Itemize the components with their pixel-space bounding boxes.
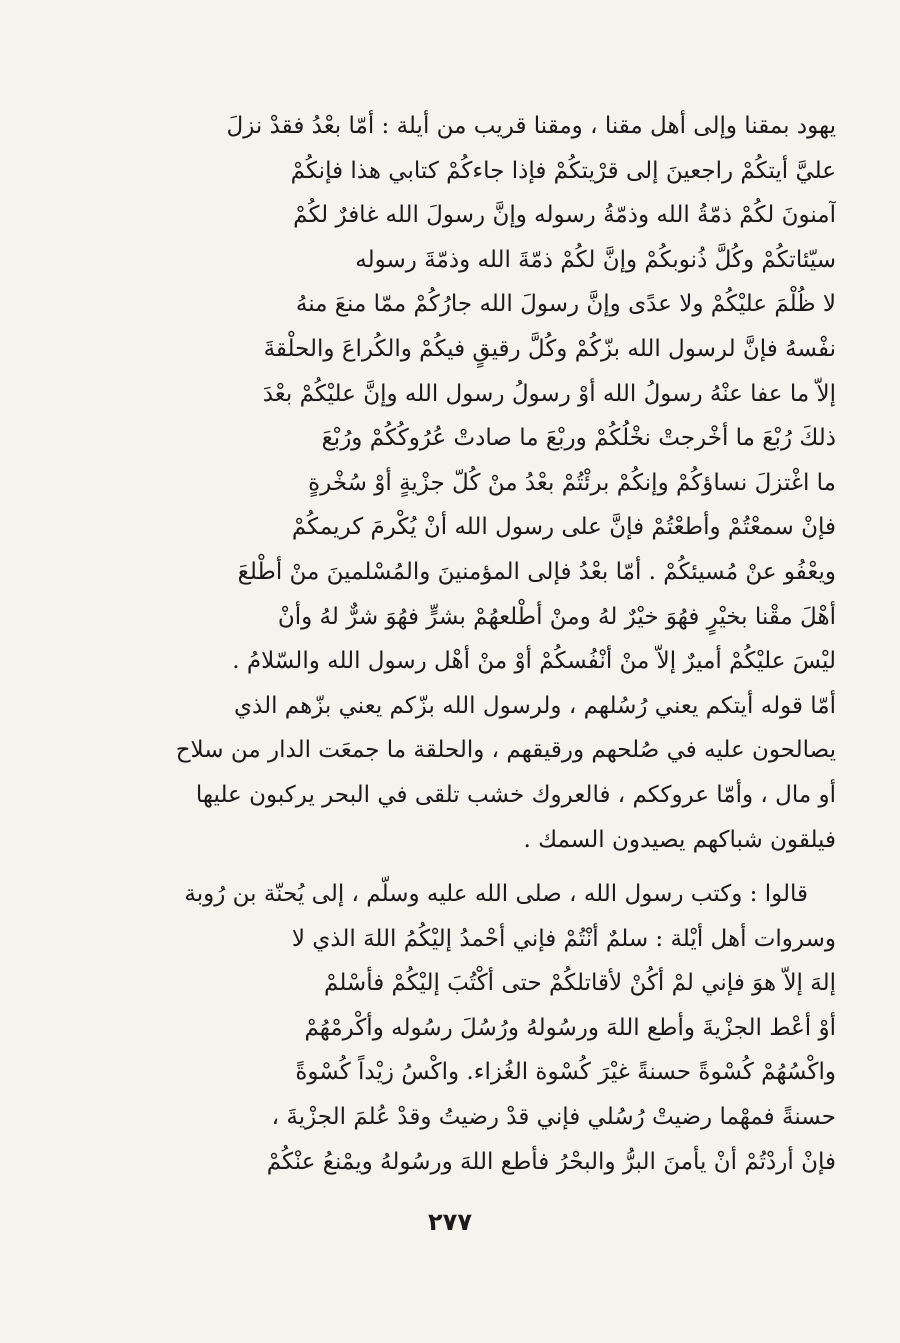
text-line: يصالحون عليه في صُلحهم ورقيقهم ، والحلقة ما جمعَت الدار من سلاح [175,737,836,764]
text-line: أهْلَ مقْنا بخيْرٍ فهُوَ خيْرٌ لهُ ومنْ أطْلعهُمْ بشرٍّ فهُوَ شرٌّ لهُ وأنْ [277,603,836,630]
text-line: أو مال ، وأمّا عروككم ، فالعروك خشب تلقى في البحر يركبون عليها [195,781,836,808]
text-line: واكْسُهُمْ كُسْوةً حسنةً غيْرَ كُسْوة الغُزاء. واكْسُ زيْداً كُسْوةً [295,1059,836,1086]
text-line: فإنْ أردْتُمْ أنْ يأمنَ البرُّ والبحْرُ فأطع اللهَ ورسُولهُ ويمْنعُ عنْكُمْ [266,1148,836,1175]
text-line: أوْ أعْط الجزْيةَ وأطع اللهَ ورسُولهُ ورُسُلَ رسُوله وأكْرمْهُمْ [304,1014,836,1041]
text-line: ما اغْتزلَ نساؤكُمْ وإنكُمْ برئْتُمْ بعْدُ منْ كُلّ جزْيةٍ أوْ سُخْرةٍ [308,469,836,496]
paragraph [104,684,836,862]
paragraph-gap [104,862,836,872]
text-line: أمّا قوله أيتكم يعني رُسُلهم ، ولرسول الله بزّكم يعني بزّهم الذي [234,692,836,719]
text-line: ليْسَ عليْكُمْ أميرٌ إلاّ منْ أنْفُسكُمْ أوْ منْ أهْل رسول الله والسّلامُ . [232,648,836,675]
text-line: إلاّ ما عفا عنْهُ رسولُ الله أوْ رسولُ رسول الله وإنَّ عليْكُمْ بعْدَ [262,380,836,407]
paragraph [104,104,836,684]
text-line: وسروات أهل أيْلة : سلمٌ أنْتُمْ فإني أحْمدُ إليْكُمُ اللهَ الذي لا [291,925,836,952]
page-body [104,104,836,1184]
text-line: يهود بمقنا وإلى أهل مقنا ، ومقنا قريب من أيلة : أمّا بعْدُ فقدْ نزلَ [226,113,836,139]
text-line: سيّئاتكُمْ وكُلَّ ذُنوبكُمْ وإنَّ لكُمْ ذمّةَ الله وذمّةَ رسوله [355,246,836,273]
page-number: ٢٧٧ [428,1208,472,1236]
text-line: عليَّ أيتكُمْ راجعينَ إلى قرْيتكُمْ فإذا جاءكُمْ كتابي هذا فإنكُمْ [290,157,836,184]
text-line: فيلقون شباكهم يصيدون السمك . [523,826,836,853]
text-line: لا ظُلْمَ عليْكُمْ ولا عدًى وإنَّ رسولَ الله جارُكُمْ ممّا منعَ منهُ [295,291,836,318]
text-line: ويعْفُو عنْ مُسيئكُمْ . أمّا بعْدُ فإلى المؤمنينَ والمُسْلمينَ منْ أطْلعَ [237,558,836,585]
text-line: فإنْ سمعْتُمْ وأطعْتُمْ فإنَّ على رسول الله أنْ يُكْرمَ كريمكُمْ [291,514,836,541]
text-line: نفْسهُ فإنَّ لرسول الله بزّكُمْ وكُلَّ رقيقٍ فيكُمْ والكُراعَ والحلْقةَ [263,335,836,362]
text-line: آمنونَ لكُمْ ذمّةُ الله وذمّةُ رسوله وإنَّ رسولَ الله غافرٌ لكُمْ [293,202,836,229]
text-line: قالوا : وكتب رسول الله ، صلى الله عليه وسلّم ، إلى يُحنّة بن رُوبة [184,881,808,908]
text-line: حسنةً فمهْما رضيتْ رُسُلي فإني قدْ رضيتُ وقدْ عُلمَ الجزْيةَ ، [271,1104,836,1131]
text-line: ذلكَ رُبْعَ ما أخْرجتْ نخْلُكُمْ وربْعَ ما صادتْ عُرُوكُكُمْ ورُبْعَ [321,425,836,452]
paragraph [104,872,836,1184]
text-line: إلهَ إلاّ هوَ فإني لمْ أكُنْ لأقاتلكُمْ حتى أكْتُبَ إليْكُمْ فأسْلمْ [324,970,836,997]
